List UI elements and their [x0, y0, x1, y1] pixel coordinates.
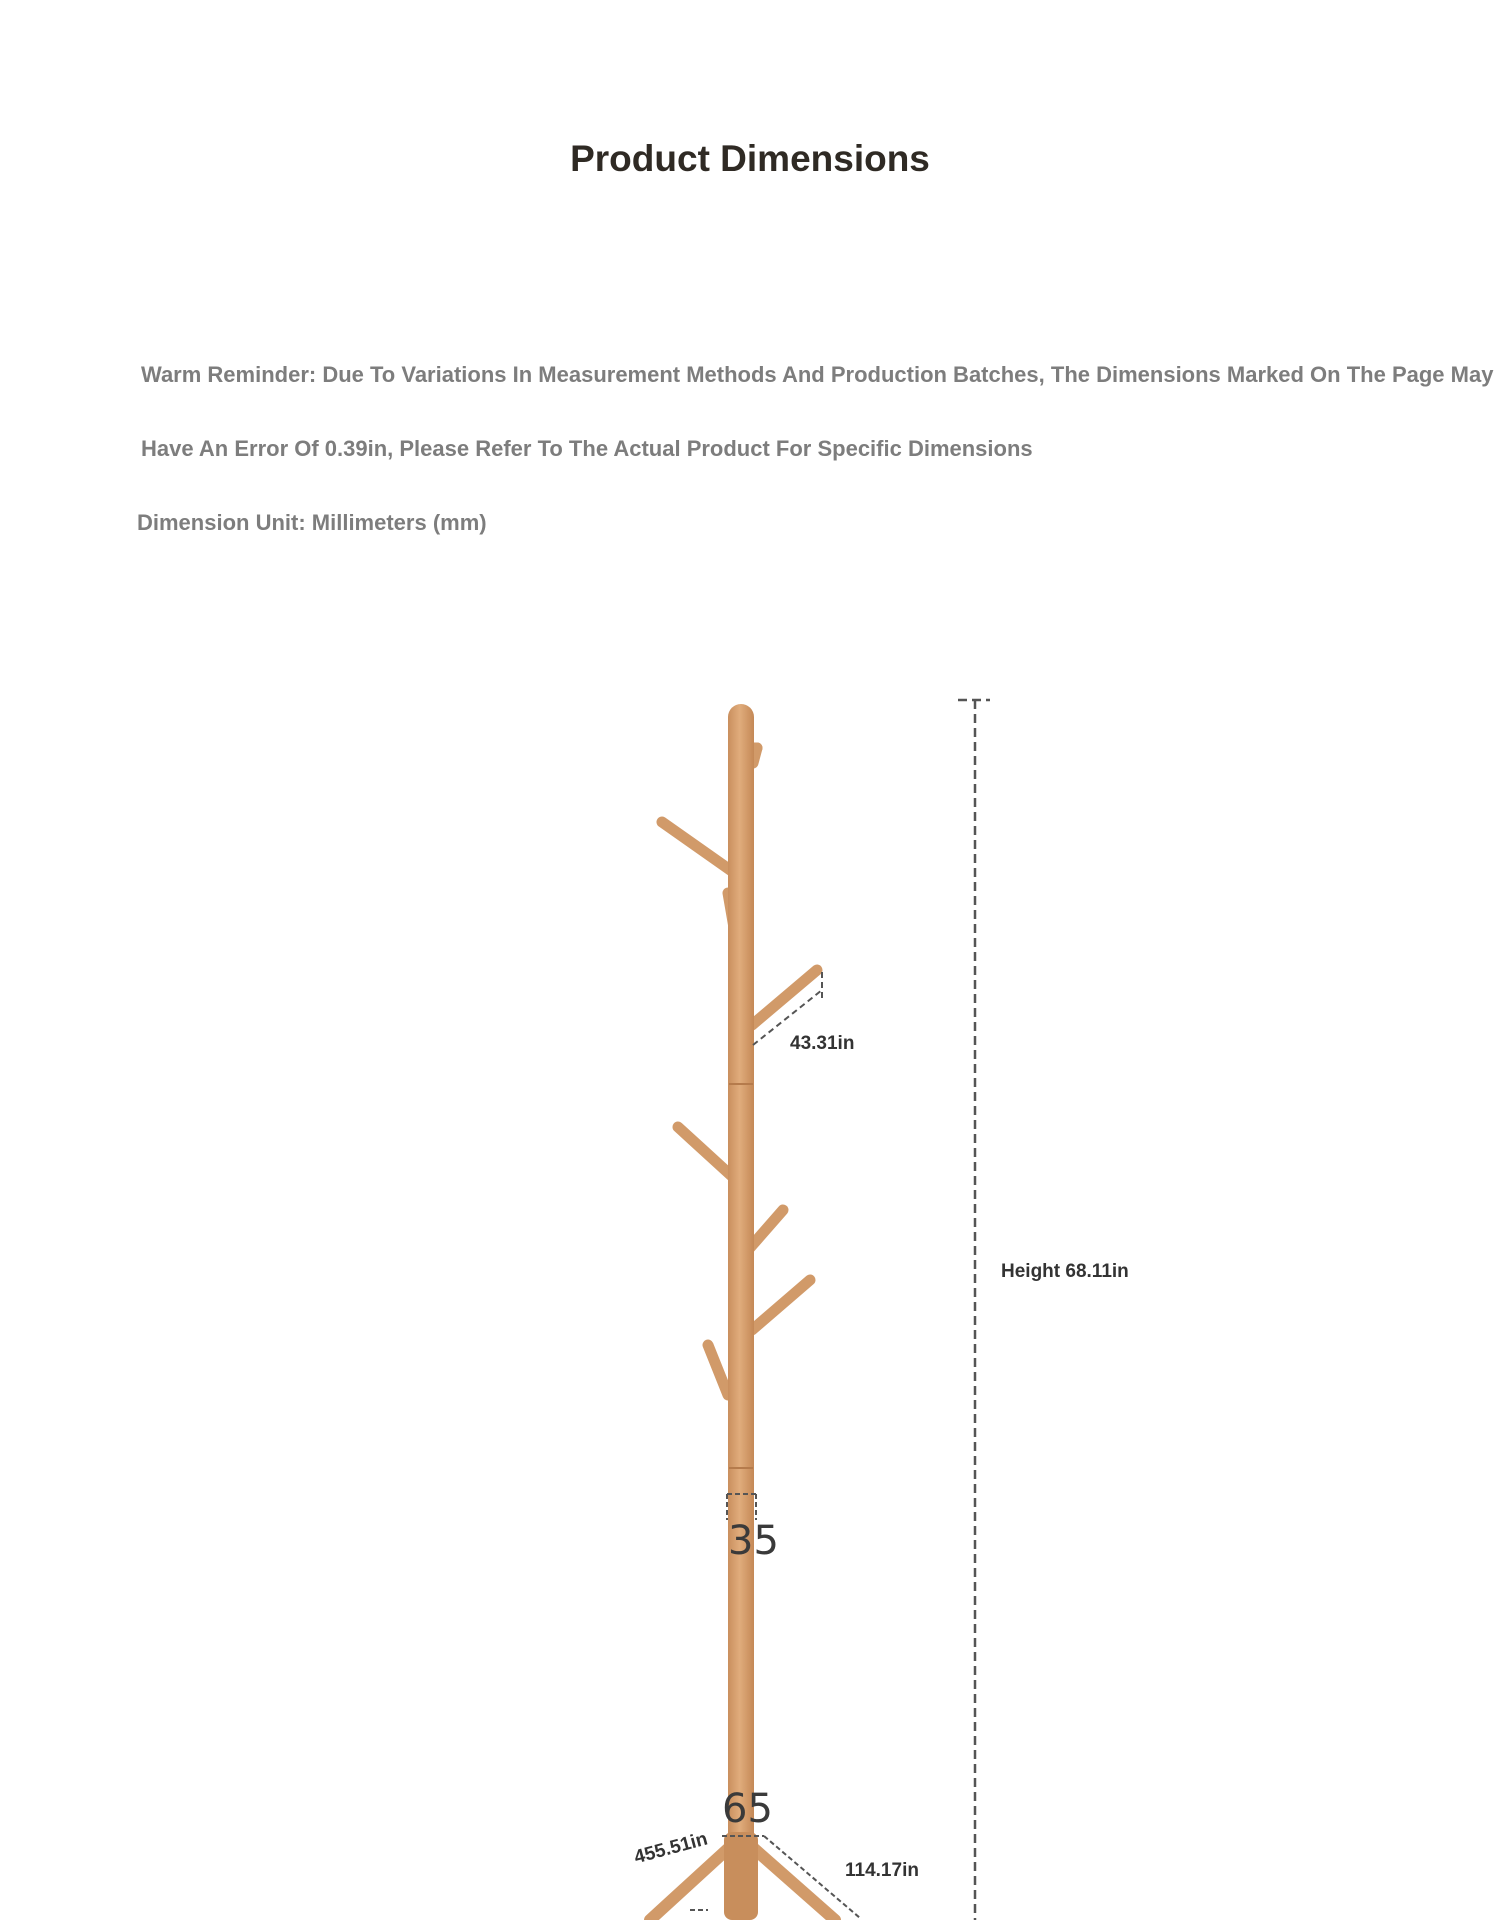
height-label: Height 68.11in: [1001, 1261, 1129, 1282]
hook-3: [752, 970, 817, 1025]
leg-span-label: 455.51in: [632, 1828, 710, 1869]
base-hub: [724, 1832, 758, 1920]
base-diameter-label: 65: [722, 1786, 773, 1832]
hook-7: [708, 1345, 728, 1395]
hook-6: [752, 1280, 810, 1330]
hook-length-label: 43.31in: [790, 1033, 855, 1054]
dimension-unit-note: Dimension Unit: Millimeters (mm): [137, 510, 487, 535]
height-dimension-line: [958, 700, 990, 1920]
leg-length-label: 114.17in: [845, 1860, 919, 1881]
main-pole: [728, 704, 754, 1920]
page-title: Product Dimensions: [570, 138, 930, 179]
warm-reminder-line-1: Warm Reminder: Due To Variations In Measurement Methods And Production Batches, The Dimensions Marked On The Page May: [141, 362, 1494, 387]
base-diameter-marker: [690, 1836, 860, 1918]
pole-diameter-label: 35: [728, 1518, 779, 1564]
warm-reminder-line-2: Have An Error Of 0.39in, Please Refer To The Actual Product For Specific Dimensions: [141, 436, 1033, 461]
hook-4: [678, 1127, 736, 1180]
hook-1: [662, 822, 733, 872]
